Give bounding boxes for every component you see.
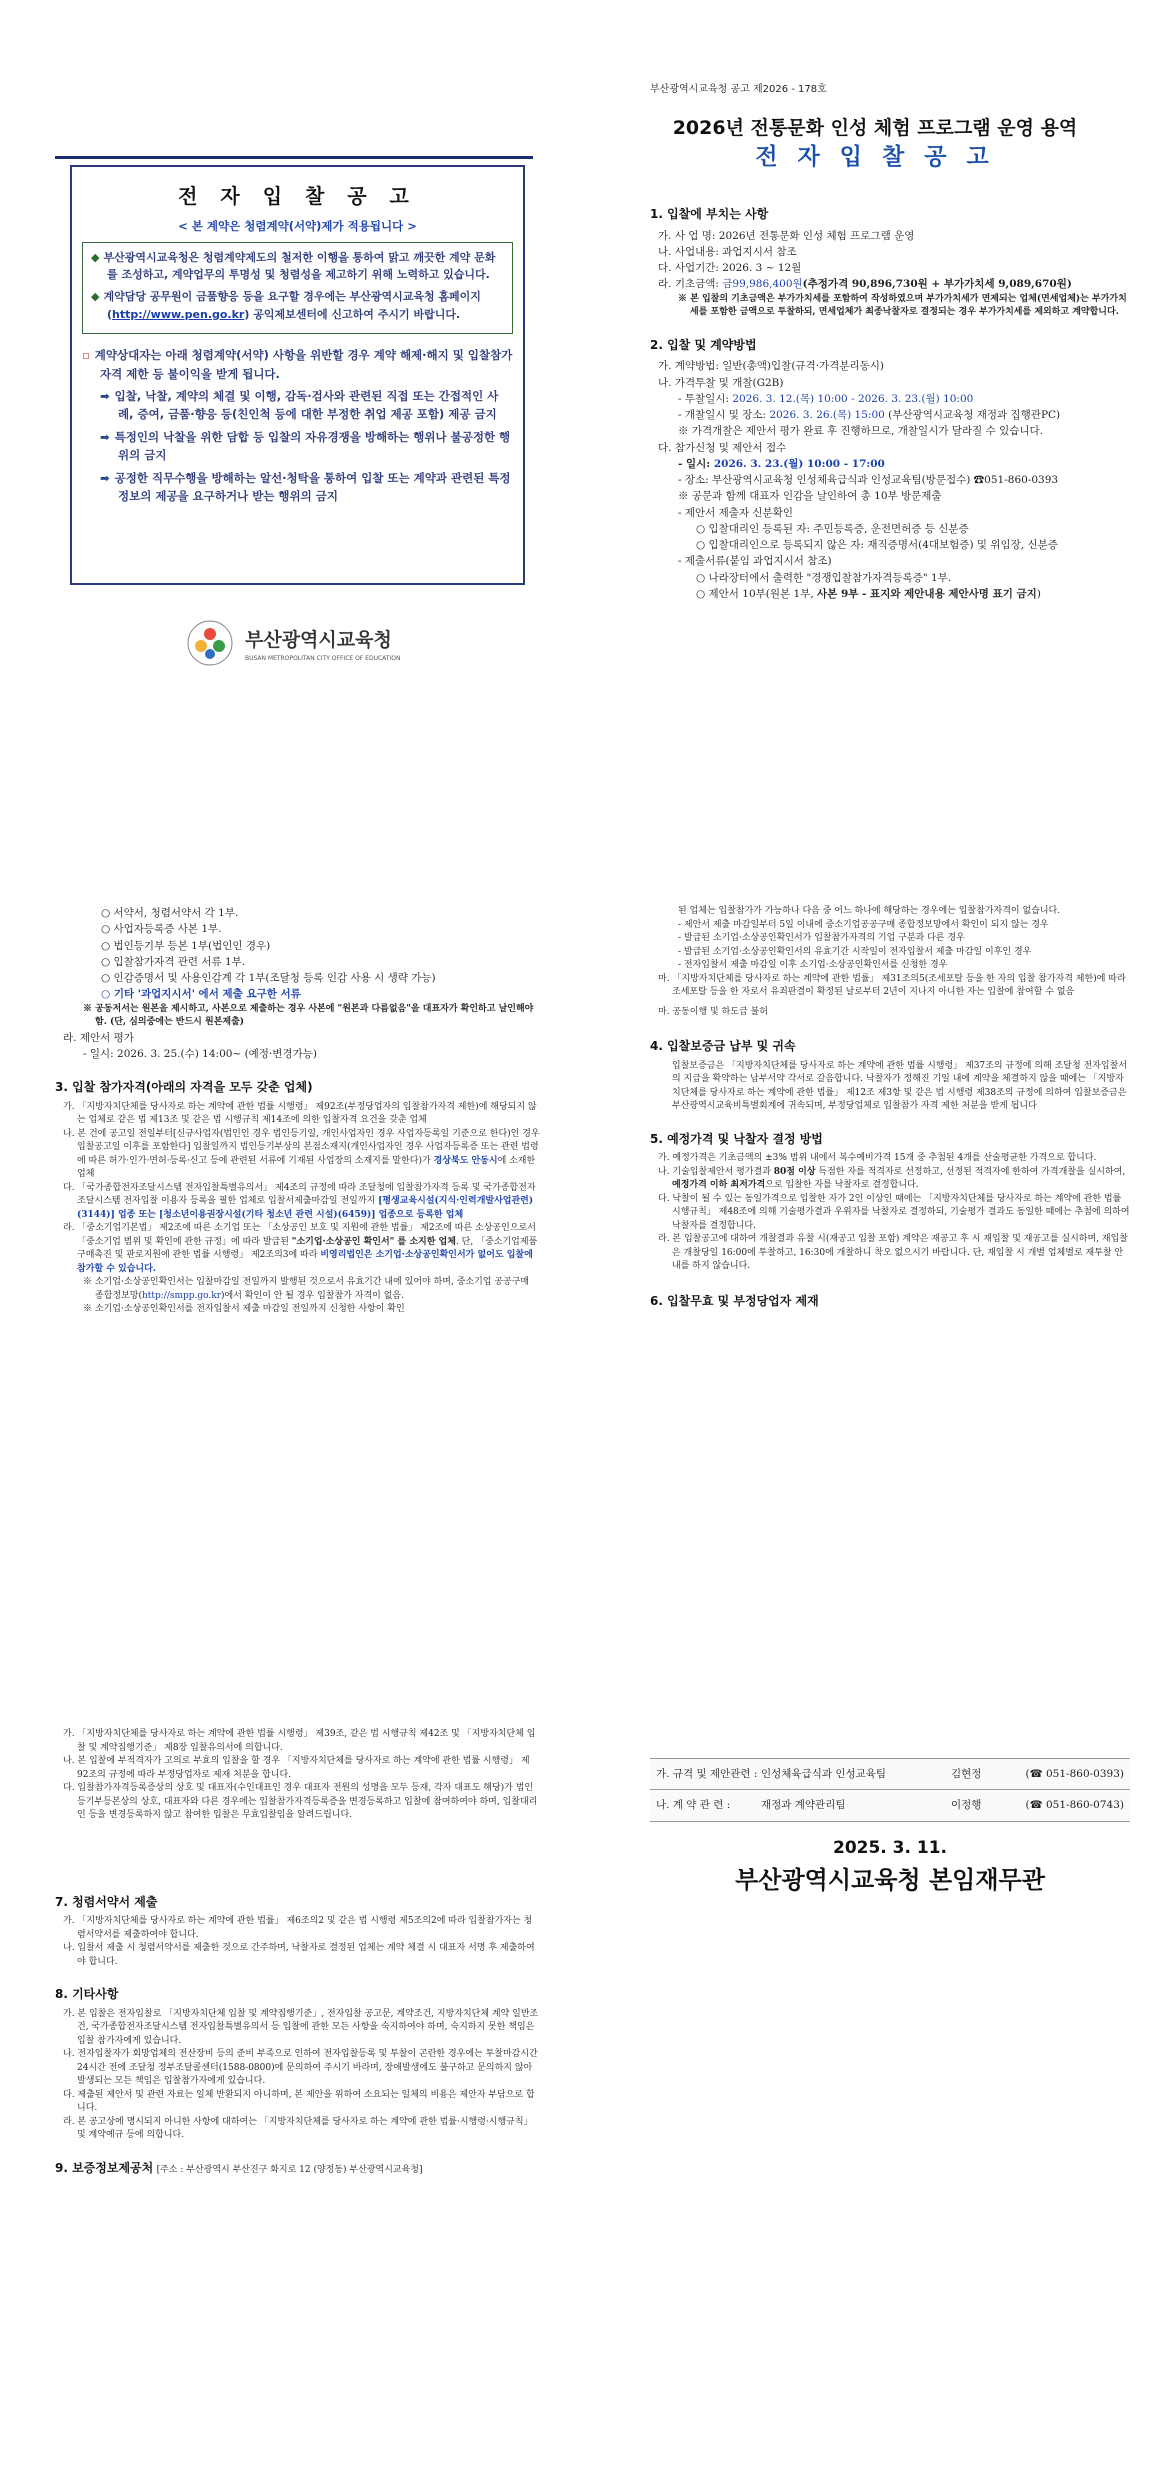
s2-item: 가. 계약방법: 일반(총액)입찰(규격·가격분리동시) — [658, 360, 884, 373]
issuing-office: 부산광역시교육청 본임재무관 — [735, 1866, 1045, 1894]
s3-cont: - 전자입찰서 제출 마감일 이후 소기업·소상공인확인서를 신청한 경우 — [678, 960, 948, 970]
s4-body: 입찰보증금은 「지방자치단체를 당사자로 하는 계약에 관한 법률 시행령」 제37조의 규정에 의해 조달청 전자입찰서의 지급을 확약하는 납부서약 각서로 갈음합니다. 낙찰자가 정해진 기일 내에 계약을 체결하지 않을 때에는 「지방자치단체를 당사자로 하는 계약에 관한 법률」 제12조 제3항 및 같은 법 시행령 제38조의 규정에 의하여 입찰보증금은 부산광역시교육비특별회계에 귀속되며, 부정당업체로 입찰참가 자격 제한 처분을 받게 됩니다 — [672, 1060, 1128, 1112]
s5-item: 다. 낙찰이 될 수 있는 동일가격으로 입찰한 자가 2인 이상인 때에는 「지방자치단체를 당사자로 하는 계약에 관한 법률 시행규칙」 제48조에 의해 기술평가결과 우위자를 낙찰자로 결정하되, 기술평가 결과도 동일한 때에는 추첨에 의하여 낙찰자를 결정합니다. — [658, 1193, 1130, 1231]
notice-subtitle: 전 자 입 찰 공 고 — [755, 144, 995, 170]
diamond-icon: ◆ — [91, 250, 100, 264]
arrow-right-icon: ➡ — [100, 388, 110, 403]
s1-item: 다. 사업기간: 2026. 3 ~ 12월 — [658, 262, 802, 275]
s5-item: 라. 본 입찰공고에 대하여 개찰결과 유찰 시(재공고 입찰 포함) 계약은 재공고 후 시 재입찰 및 재공고를 실시하며, 재입찰은 개찰당일 16:00에 투찰하고, 16:30에 개찰하니 착오 없으시기 바랍니다. 단, 재입찰 시 개별 업체별로 재투찰 안내를 하지 않습니다. — [658, 1234, 1128, 1272]
integrity-title: 전 자 입 찰 공 고 — [178, 184, 417, 208]
busan-education-logo — [185, 618, 415, 674]
contact-row: 나. 계 약 관 련 : 재정과 계약관리팀 이정행 (☎ 051-860-0743) — [650, 1790, 1130, 1821]
section-8-heading: 8. 기타사항 — [55, 1987, 119, 2002]
section-9-heading: 9. 보증정보제공처 — [55, 2160, 154, 2175]
integrity-p2: ◆ 계약담당 공무원이 금품향응 등을 요구할 경우에는 부산광역시교육청 홈페이지(http://www.pen.go.kr) 공익제보센터에 신고하여 주시기 바랍니다. — [91, 290, 481, 321]
s2-item: 나. 가격투찰 및 개찰(G2B) — [658, 376, 784, 389]
s2-item: - 제출서류(붙임 과업지시서 참조) — [678, 555, 832, 568]
s3-cont: 마. 공동이행 및 하도급 불허 — [658, 1006, 768, 1017]
s3-cont: - 발급된 소기업·소상공인확인서가 입찰참가자격의 기업 구분과 다른 경우 — [678, 933, 965, 943]
s2-item: - 제안서 제출자 신분확인 — [678, 506, 793, 519]
s3-cont: - 발급된 소기업·소상공인확인서의 유효기간 시작일이 전자입찰서 제출 마감일 이후인 경우 — [678, 946, 1032, 957]
s3-item: 다. 「국가종합전자조달시스템 전자입찰특별유의서」 제4조의 규정에 따라 조달청에 입찰참가자격 등록 및 국가종합전자조달시스템 전자입찰 이용자 등록을 필한 업체로 입찰서제출마감일 전일까지 [평생교육시설(지식·인력개발사업관련)(3144)] 업종 또는 [청소년이용권장시설(기타 청소년 관련 시설)(6459)] 업종으로 등록한 업체 — [63, 1182, 536, 1220]
left-col-bottom — [55, 1728, 540, 2177]
s1-item-price: 라. 기초금액: 금99,986,400원(추정가격 90,896,730원 + 부가가치세 9,089,670원) — [658, 278, 1072, 291]
integrity-notice — [82, 242, 513, 334]
s3-cont: - 제안서 제출 마감일부터 5일 이내에 중소기업공공구매 종합정보망에서 확인이 되지 않는 경우 — [678, 919, 1049, 930]
s1-vat-note: ※ 본 입찰의 기초금액은 부가가치세를 포함하여 작성하였으며 부가가치세가 면제되는 업체(면세업체)는 부가가치세를 포함한 금액으로 투찰하되, 면세업체가 최종낙찰자로 결정되는 경우 부가가치세를 제외하고 계약합니다. — [678, 293, 1127, 318]
section-9 — [55, 2159, 540, 2178]
integrity-item: ➡ 공정한 직무수행을 방해하는 알선·청탁을 통하여 입찰 또는 계약과 관련된 특정 정보의 제공을 요구하거나 받는 행위의 금지 — [100, 470, 511, 503]
s1-item: 가. 사 업 명: 2026년 전통문화 인성 체험 프로그램 운영 — [658, 229, 915, 242]
s7-item: 가. 「지방자치단체를 당사자로 하는 계약에 관한 법률」 제6조의2 및 같은 법 시행령 제5조의2에 따라 입찰참가자는 청렴서약서를 제출하여야 합니다. — [63, 1916, 533, 1940]
notice-number: 부산광역시교육청 공고 제2026 - 178호 — [650, 84, 827, 95]
s6-item: 나. 본 입찰에 부적격자가 고의로 부효의 입찰을 할 경우 「지방자치단체를 당사자로 하는 계약에 관한 법률 시행령」 제92조의 규정에 따라 부정당업자로 제재 처분을 합니다. — [63, 1756, 530, 1780]
s3-item: 라. 「중소기업기본법」 제2조에 따른 소기업 또는 「소상공인 보호 및 지원에 관한 법률」 제2조에 따른 소상공인으로서 「중소기업 범위 및 확인에 관한 규정」에 따라 발급된 "소기업·소상공인 확인서" 를 소지한 업체. 단, 「중소기업제품 구매촉진 및 판로지원에 관한 법률 시행령」 제2조의3에 따라 비영리법인은 소기업·소상공인확인서가 없어도 입찰에 참가할 수 있습니다. — [63, 1223, 538, 1274]
s1-item: 나. 사업내용: 과업지시서 참조 — [658, 245, 797, 258]
s2-doc-item: ○ 인감증명서 및 사용인감계 각 1부(조달청 등록 인감 사용 시 생략 가능) — [101, 972, 436, 985]
notice-date: 2025. 3. 11. — [832, 1838, 947, 1858]
s3-note: ※ 소기업·소상공인확인서를 전자입찰서 제출 마감일 전일까지 신청한 사항이 확인 — [83, 1304, 405, 1315]
section-1-heading: 1. 입찰에 부치는 사항 — [650, 207, 769, 221]
integrity-subtitle: < 본 계약은 청렴계약(서약)제가 적용됩니다 > — [178, 219, 417, 233]
s2-item: ○ 나라장터에서 출력한 "경쟁입찰참가자격등록증" 1부. — [696, 571, 952, 584]
integrity-item: ➡ 입찰, 낙찰, 계약의 체결 및 이행, 감독·검사와 관련된 직접 또는 간접적인 사례, 증여, 금품·향응 등(친인척 등에 대한 부정한 취업 제공 포함) 제공 금지 — [100, 388, 499, 422]
s6-item: 다. 입찰참가자격등록증상의 상호 및 대표자(수인대표인 경우 대표자 전원의 성명을 모두 등재, 각자 대표도 해당)가 법인등기부등본상의 상호, 대표자와 다른 경우에는 입찰참가자격등록증을 변경등록하고 입찰에 참여하여야 하며, 입찰대리인 등을 변경등록하지 않고 참여한 입찰은 무효입찰임을 알려드립니다. — [63, 1783, 538, 1820]
s2-item: ○ 입찰대리인 등록된 자: 주민등록증, 운전면허증 등 신분증 — [696, 522, 969, 535]
contact-row: 가. 규격 및 제안관련 : 인성체육급식과 인성교육팀 김현정 (☎ 051-860-0393) — [650, 1758, 1130, 1790]
left-col-middle — [55, 905, 540, 1317]
s2-item: - 개찰일시 및 장소: 2026. 3. 26.(목) 15:00 (부산광역시교육청 재정과 집행관PC) — [678, 409, 1061, 422]
s8-item: 라. 본 공고상에 명시되지 아니한 사항에 대하여는 「지방자치단체를 당사자로 하는 계약에 관한 법률·시행령·시행규칙」 및 계약예규 등에 의합니다. — [63, 2116, 533, 2141]
s8-item: 나. 전자입찰자가 회망업체의 전산장비 등의 준비 부족으로 인하여 전자입찰등록 및 투찰이 곤란한 경우에는 투찰마감시간 24시간 전에 조달청 정부조달콜센터(1588-0800)에 문의하여 주시기 바라며, 장애발생에도 불구하고 문의하지 않아 발생되는 모든 책임은 입찰참가자에게 있습니다. — [63, 2049, 538, 2087]
notice-title: 2026년 전통문화 인성 체험 프로그램 운영 용역 — [672, 117, 1078, 139]
emblem-icon — [185, 618, 235, 668]
section-2-heading: 2. 입찰 및 계약방법 — [650, 337, 757, 352]
integrity-pledge-box — [70, 165, 525, 585]
s2-doc-item: ○ 사업자등록증 사본 1부. — [101, 923, 222, 936]
s2-doc-item: ○ 입찰참가자격 관련 서류 1부. — [101, 955, 246, 968]
arrow-right-icon: ➡ — [100, 429, 110, 444]
integrity-item: ➡ 특정인의 낙찰을 위한 담합 등 입찰의 자유경쟁을 방해하는 행위나 불공정한 행위의 금지 — [100, 429, 511, 463]
logo-english-name: BUSAN METROPOLITAN CITY OFFICE OF EDUCATION — [245, 655, 401, 662]
s2-item: ※ 공문과 함께 대표자 인감을 날인하여 총 10부 방문제출 — [678, 490, 942, 503]
right-col-middle — [650, 905, 1130, 1314]
s3-item: 가. 「지방자치단체를 당사자로 하는 계약에 관한 법률 시행령」 제92조(부정당업자의 입찰참가자격 제한)에 해당되지 않는 업체로 같은 법 제13조 및 같은 법 시행규칙 제14조에 의한 입찰자격 요건을 갖춘 업체 — [63, 1101, 537, 1126]
arrow-right-icon: ➡ — [100, 470, 110, 485]
right-col-top — [650, 205, 1130, 602]
top-rule — [55, 156, 533, 159]
s8-item: 가. 본 입찰은 전자입찰로 「지방자치단체 입찰 및 계약집행기준」, 전자입찰 공고문, 계약조건, 지방자치단체 계약 일반조건, 국가종합전자조달시스템 전자입찰특별유의서 등 입찰에 관한 모든 사항을 숙지하여야 하며, 숙지하지 못한 책임은 입찰 참가자에게 있습니다. — [63, 2008, 539, 2046]
square-bullet-icon: ▫ — [82, 348, 90, 363]
s3-cont: 마. 「지방자치단체를 당사자로 하는 계약에 관한 법률」 제31조의5(조세포탈 등을 한 자의 입찰 참가자격 제한)에 따라 조세포탈 등을 한 자로서 유죄판결이 확정된 날로부터 2년이 지나지 아니한 자는 입찰에 참여할 수 없음 — [658, 973, 1126, 997]
s8-item: 다. 제출된 제안서 및 관련 자료는 일체 반환되지 아니하며, 본 제안을 위하여 소요되는 일체의 비용은 제안자 부담으로 합니다. — [63, 2089, 535, 2114]
s2-item: - 일시: 2026. 3. 23.(월) 10:00 - 17:00 — [678, 457, 885, 470]
s2-eval: 라. 제안서 평가 — [63, 1031, 134, 1044]
s3-cont: 된 업체는 입찰참가가 가능하나 다음 중 어느 하나에 해당하는 경우에는 입찰참가자격이 없습니다. — [678, 906, 1061, 916]
s7-item: 나. 입찰서 제출 시 청렴서약서를 제출한 것으로 간주하며, 낙찰자로 결정된 업체는 계약 체결 시 대표자 서명 후 제출하여야 합니다. — [63, 1943, 535, 1967]
s3-note: ※ 소기업·소상공인확인서는 입찰마감일 전일까지 발행된 것으로서 유효기간 내에 있어야 하며, 중소기업 공공구매 종합정보망(http://smpp.go.kr)에서 확인이 안 될 경우 입찰참가 자격이 없음. — [83, 1277, 530, 1301]
s2-eval-date: - 일시: 2026. 3. 25.(수) 14:00~ (예정·변경가능) — [83, 1047, 317, 1060]
s2-item: ※ 가격개찰은 제안서 평가 완료 후 진행하므로, 개찰일시가 달라질 수 있습니다. — [678, 425, 1043, 438]
section-7-heading: 7. 청렴서약서 제출 — [55, 1894, 158, 1909]
integrity-p1: ◆ 부산광역시교육청은 청렴계약제도의 철저한 이행을 통하여 맑고 깨끗한 계약 문화를 조성하고, 계약업무의 투명성 및 청렴성을 제고하기 위해 노력하고 있습니다. — [91, 250, 496, 282]
s9-address: [주소 : 부산광역시 부산진구 화지로 12 (양정동) 부산광역시교육청] — [156, 2164, 423, 2175]
integrity-lead: ▫ 계약상대자는 아래 청렴계약(서약) 사항을 위반할 경우 계약 해제·해지 및 입찰참가자격 제한 등 불이익을 받게 됩니다. — [82, 348, 513, 381]
integrity-rules — [82, 346, 513, 505]
diamond-icon: ◆ — [91, 290, 100, 303]
s2-doc-item: ○ 서약서, 청렴서약서 각 1부. — [101, 907, 239, 919]
s2-item: - 장소: 부산광역시교육청 인성체육급식과 인성교육팀(방문접수) ☎051-860-0393 — [678, 474, 1059, 487]
section-6-heading: 6. 입찰무효 및 부정당업자 제재 — [650, 1293, 819, 1308]
section-3-heading: 3. 입찰 참가자격(아래의 자격을 모두 갖춘 업체) — [55, 1080, 313, 1095]
contact-table — [650, 1758, 1130, 1822]
pen-homepage-link[interactable]: http://www.pen.go.kr — [112, 307, 245, 321]
s2-item: - 투찰일시: 2026. 3. 12.(목) 10:00 - 2026. 3. 23.(월) 10:00 — [678, 392, 974, 405]
s2-item: 다. 참가신청 및 제안서 접수 — [658, 441, 787, 454]
section-5-heading: 5. 예정가격 및 낙찰자 결정 방법 — [650, 1131, 823, 1146]
s2-item: ○ 제안서 10부(원본 1부, 사본 9부 - 표지와 제안내용 제안사명 표기 금지) — [696, 587, 1041, 600]
s3-item: 나. 본 건에 공고일 전일부터[신규사업자(법인인 경우 법인등기일, 개인사업자인 경우 사업자등록일 기준으로 한다)인 경우 입찰공고일 이후를 포함한다] 입찰일까지 법인등기부상의 본점소재지(개인사업자인 경우 사업자등록증 또는 관련 법령에 따른 허가·인가·면허·등록·신고 등에 관련된 서류에 기재된 사업장의 소재지를 말한다)가 경상북도 안동시에 소재한 업체 — [63, 1128, 540, 1180]
section-4-heading: 4. 입찰보증금 납부 및 귀속 — [650, 1039, 796, 1053]
logo-name: 부산광역시교육청 — [245, 629, 392, 651]
s2-doc-item: ○ 법인등기부 등본 1부(법인인 경우) — [101, 939, 271, 952]
s5-item: 가. 예정가격은 기초금액의 ±3% 범위 내에서 복수예비가격 15개 중 추첨된 4개를 산술평균한 가격으로 합니다. — [658, 1153, 1097, 1164]
s6-item: 가. 「지방자치단체를 당사자로 하는 계약에 관한 법률 시행령」 제39조, 같은 법 시행규칙 제42조 및 「지방자치단체 입찰 및 계약집행기준」 제8장 입찰유의서에 의합니다. — [63, 1729, 536, 1753]
s2-item: ○ 입찰대리인으로 등록되지 않은 자: 재직증명서(4대보험증) 및 위임장, 신분증 — [696, 539, 1058, 552]
s5-item: 나. 기술입찰제안서 평가결과 80점 이상 득점한 자를 적격자로 선정하고, 선정된 적격자에 한하여 가격개찰을 실시하여, 예정가격 이하 최저가격으로 입찰한 자를 낙찰자로 결정합니다. — [658, 1166, 1126, 1191]
s2-copy-note: ※ 공동저서는 원본을 제시하고, 사본으로 제출하는 경우 사본에 "원본과 다름없음"을 대표자가 확인하고 날인해야함. (단, 심의중에는 반드시 원본제출) — [83, 1003, 534, 1028]
s2-doc-item: ○ 기타 '과업지시서' 에서 제출 요구한 서류 — [101, 988, 301, 1001]
